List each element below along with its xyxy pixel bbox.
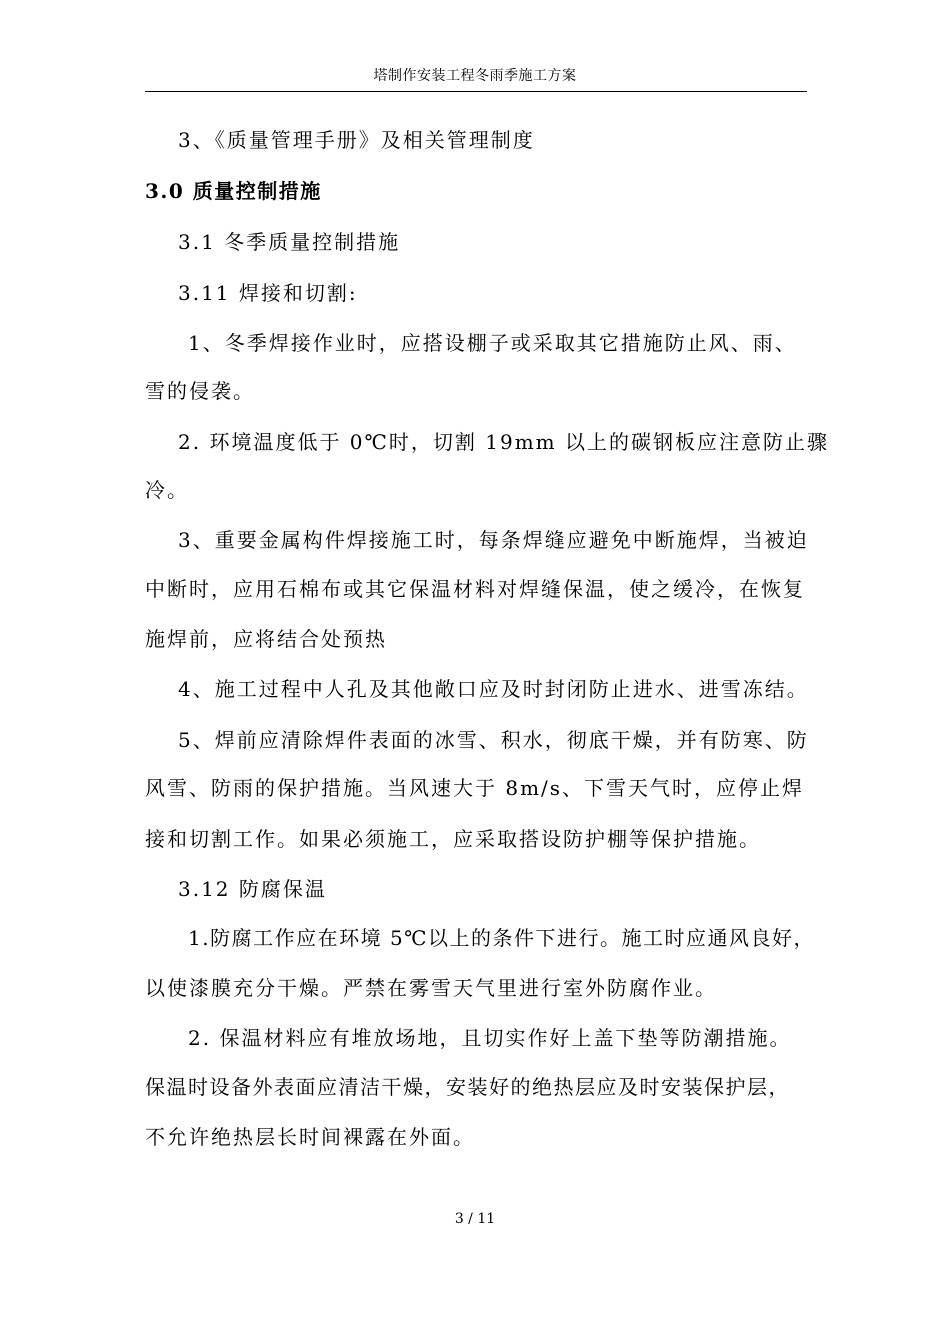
paragraph-line: 4、施工过程中人孔及其他敞口应及时封闭防止进水、进雪冻结。 xyxy=(178,677,809,701)
paragraph-line: 5、焊前应清除焊件表面的冰雪、积水，彻底干燥，并有防寒、防 xyxy=(178,728,809,752)
subsection-heading: 3.12 防腐保温 xyxy=(178,877,327,901)
page-number: 3 / 11 xyxy=(454,1211,496,1227)
paragraph-line: 冷。 xyxy=(145,478,189,502)
paragraph-line: 2. 环境温度低于 0℃时，切割 19mm 以上的碳钢板应注意防止骤 xyxy=(178,430,829,454)
section-heading: 3.0 质量控制措施 xyxy=(145,179,322,203)
paragraph-line: 3、重要金属构件焊接施工时，每条焊缝应避免中断施焊，当被迫 xyxy=(178,528,809,552)
subsection-heading: 3.11 焊接和切割: xyxy=(178,281,358,305)
paragraph-line: 保温时设备外表面应清洁干燥，安装好的绝热层应及时安装保护层， xyxy=(145,1075,790,1099)
subsection-heading: 3.1 冬季质量控制措施 xyxy=(178,230,401,254)
header-title: 塔制作安装工程冬雨季施工方案 xyxy=(373,68,577,84)
paragraph-line: 风雪、防雨的保护措施。当风速大于 8m/s、下雪天气时，应停止焊 xyxy=(145,776,805,800)
paragraph-line: 中断时，应用石棉布或其它保温材料对焊缝保温，使之缓冷，在恢复 xyxy=(145,577,805,601)
paragraph-line: 施焊前，应将结合处预热 xyxy=(145,627,387,651)
paragraph-line: 1.防腐工作应在环境 5℃以上的条件下进行。施工时应通风良好， xyxy=(188,926,816,950)
paragraph-line: 2. 保温材料应有堆放场地，且切实作好上盖下垫等防潮措施。 xyxy=(188,1026,792,1050)
paragraph-line: 不允许绝热层长时间裸露在外面。 xyxy=(145,1125,475,1149)
paragraph-line: 接和切割工作。如果必须施工，应采取搭设防护棚等保护措施。 xyxy=(145,827,761,851)
paragraph-line: 雪的侵袭。 xyxy=(145,379,255,403)
header-rule xyxy=(145,91,807,92)
paragraph-line: 1、冬季焊接作业时，应搭设棚子或采取其它措施防止风、雨、 xyxy=(188,331,797,355)
item-reference: 3、《质量管理手册》及相关管理制度 xyxy=(178,128,535,152)
paragraph-line: 以使漆膜充分干燥。严禁在雾雪天气里进行室外防腐作业。 xyxy=(145,976,717,1000)
